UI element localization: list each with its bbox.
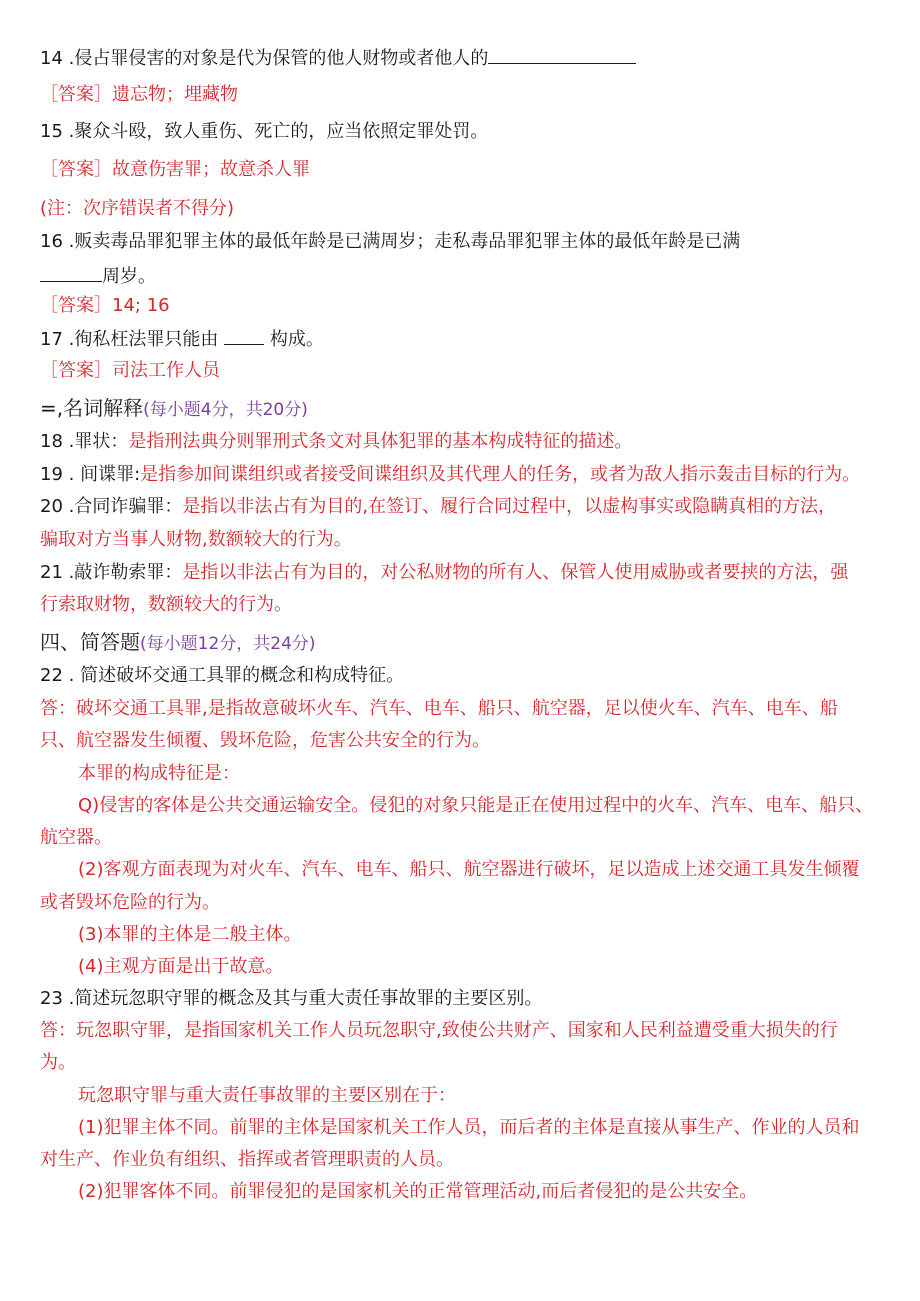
term-21-cont: 行索取财物，数额较大的行为。 bbox=[40, 594, 292, 615]
answer-23-line: (2)犯罪客体不同。前罪侵犯的是国家机关的正常管理活动,而后者侵犯的是公共安全。 bbox=[78, 1181, 758, 1202]
section-subtitle: (每小题12分，共24分) bbox=[140, 634, 316, 654]
answer-22-line: 答：破坏交通工具罪,是指故意破坏火车、汽车、电车、船只、航空器，足以使火车、汽车、电车、船 bbox=[40, 698, 838, 719]
question-text: .简述玩忽职守罪的概念及其与重大责任事故罪的主要区别。 bbox=[68, 988, 543, 1009]
section-title: 四、简答题 bbox=[40, 630, 140, 654]
question-number: 15 bbox=[40, 121, 63, 142]
term-definition: 是指以非法占有为目的,在签订、履行合同过程中，以虚构事实或隐瞒真相的方法， bbox=[182, 496, 837, 517]
answer-22-line: 或者毁坏危险的行为。 bbox=[40, 892, 220, 913]
answer-17: ［答案］司法工作人员 bbox=[40, 360, 220, 381]
section-heading-3 bbox=[40, 396, 308, 422]
answer-22-line: 航空器。 bbox=[40, 827, 112, 848]
answer-16: ［答案］14; 16 bbox=[40, 295, 170, 316]
answer-22-line: 只、航空器发生倾覆、毁坏危险，危害公共安全的行为。 bbox=[40, 730, 490, 751]
question-text: 构成。 bbox=[269, 329, 324, 350]
term-definition: 是指刑法典分则罪刑式条文对具体犯罪的基本构成特征的描述。 bbox=[128, 431, 633, 452]
answer-15: ［答案］故意伤害罪；故意杀人罪 bbox=[40, 159, 310, 180]
section-subtitle: (每小题4分，共20分) bbox=[143, 400, 308, 420]
answer-22-line: (4)主观方面是出于故意。 bbox=[78, 956, 284, 977]
question-text: .贩卖毒品罪犯罪主体的最低年龄是已满周岁；走私毒品罪犯罪主体的最低年龄是已满 bbox=[68, 231, 741, 252]
answer-23-line: 玩忽职守罪与重大责任事故罪的主要区别在于： bbox=[78, 1085, 456, 1106]
question-22 bbox=[40, 664, 404, 688]
term-label: . 间谍罪: bbox=[68, 464, 141, 485]
answer-22-line: Q)侵害的客体是公共交通运输安全。侵犯的对象只能是正在使用过程中的火车、汽车、电车、船只、 bbox=[78, 795, 874, 816]
question-number: 14 bbox=[40, 48, 63, 69]
answer-14: ［答案］遗忘物；埋藏物 bbox=[40, 84, 238, 105]
question-number: 21 bbox=[40, 562, 63, 583]
question-16 bbox=[40, 230, 740, 254]
question-text: .徇私枉法罪只能由 bbox=[68, 329, 219, 350]
term-19 bbox=[40, 463, 860, 487]
answer-23-line: (1)犯罪主体不同。前罪的主体是国家机关工作人员，而后者的主体是直接从事生产、作业的人员和 bbox=[78, 1117, 860, 1138]
question-16-cont bbox=[40, 263, 156, 289]
term-definition: 是指参加间谍组织或者接受间谍组织及其代理人的任务，或者为敌人指示轰击目标的行为。 bbox=[140, 464, 861, 485]
section-title: =,名词解释 bbox=[40, 396, 144, 420]
answer-22-line: (2)客观方面表现为对火车、汽车、电车、船只、航空器进行破坏，足以造成上述交通工具发生倾覆 bbox=[78, 859, 860, 880]
question-23 bbox=[40, 987, 542, 1011]
term-21 bbox=[40, 561, 848, 585]
term-label: .罪状： bbox=[68, 431, 129, 452]
term-18 bbox=[40, 430, 632, 454]
answer-blank bbox=[224, 326, 264, 345]
question-number: 23 bbox=[40, 988, 63, 1009]
term-label: .合同诈骗罪： bbox=[68, 496, 183, 517]
question-number: 16 bbox=[40, 231, 63, 252]
answer-23-line: 为。 bbox=[40, 1052, 76, 1073]
answer-blank bbox=[40, 263, 102, 282]
question-number: 22 bbox=[40, 665, 63, 686]
answer-15-note: (注：次序错误者不得分) bbox=[40, 198, 235, 219]
answer-22-line: (3)本罪的主体是二般主体。 bbox=[78, 924, 302, 945]
term-label: .敲诈勒索罪： bbox=[68, 562, 183, 583]
term-20 bbox=[40, 495, 836, 519]
question-number: 18 bbox=[40, 431, 63, 452]
question-number: 17 bbox=[40, 329, 63, 350]
answer-22-line: 本罪的构成特征是： bbox=[78, 763, 240, 784]
section-heading-4 bbox=[40, 630, 316, 656]
question-number: 19 bbox=[40, 464, 63, 485]
question-text: 周岁。 bbox=[102, 266, 156, 287]
answer-23-line: 答：玩忽职守罪，是指国家机关工作人员玩忽职守,致使公共财产、国家和人民利益遭受重大损失的行 bbox=[40, 1020, 838, 1041]
question-17 bbox=[40, 326, 324, 352]
question-text: . 简述破坏交通工具罪的概念和构成特征。 bbox=[68, 665, 405, 686]
question-text: .聚众斗殴，致人重伤、死亡的，应当依照定罪处罚。 bbox=[68, 121, 489, 142]
answer-blank bbox=[488, 45, 636, 64]
answer-23-line: 对生产、作业负有组织、指挥或者管理职责的人员。 bbox=[40, 1149, 454, 1170]
question-number: 20 bbox=[40, 496, 63, 517]
question-text: .侵占罪侵害的对象是代为保管的他人财物或者他人的 bbox=[68, 48, 489, 69]
term-20-cont: 骗取对方当事人财物,数额较大的行为。 bbox=[40, 529, 352, 550]
question-14 bbox=[40, 45, 636, 71]
question-15 bbox=[40, 120, 488, 144]
term-definition: 是指以非法占有为目的，对公私财物的所有人、保管人使用威胁或者要挟的方法，强 bbox=[182, 562, 849, 583]
